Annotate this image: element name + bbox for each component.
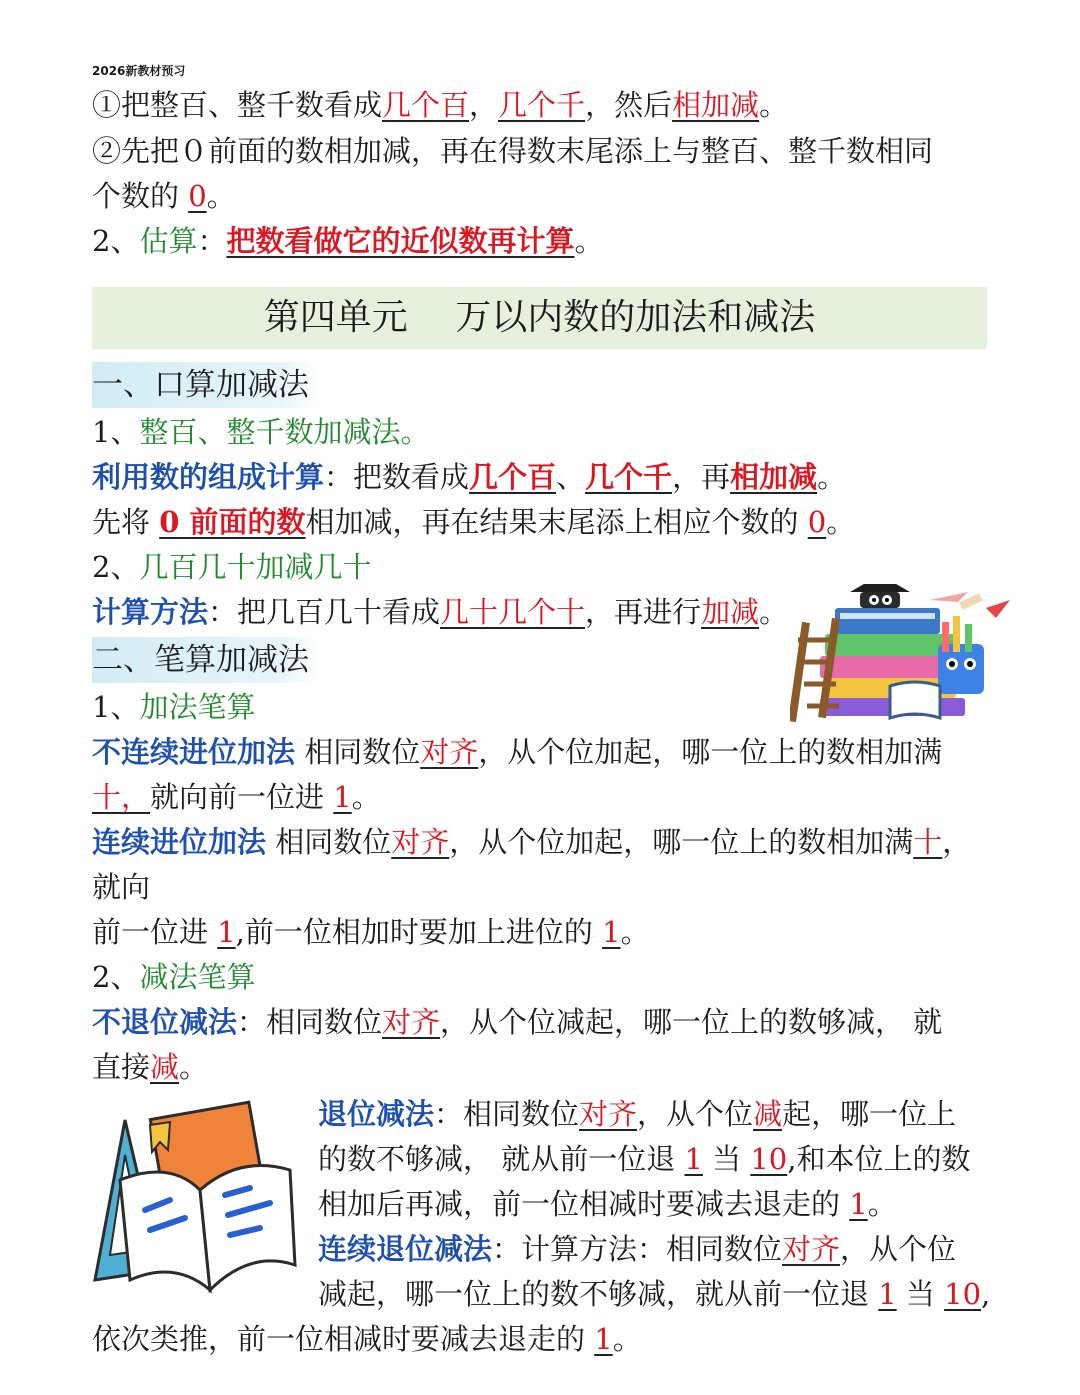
text-span: 对齐 — [579, 1097, 638, 1131]
text-span: 先将 — [92, 505, 160, 539]
text-span: 几个千 — [585, 460, 673, 494]
intro-line-3 — [92, 174, 236, 218]
text-span: ，从个位减起，哪一位上的数够减， 就 — [440, 1005, 943, 1039]
text-span: 相同数位 — [266, 825, 392, 859]
text-span: 相加减 — [730, 460, 818, 494]
text-span: ，从个位 — [637, 1097, 754, 1131]
text-span: 就向前一位进 — [150, 780, 334, 814]
s2-item-13 — [318, 1227, 956, 1271]
text-span: 、 — [556, 460, 586, 494]
header-tag: 2026新教材预习 — [92, 64, 186, 78]
s2-item-10 — [318, 1092, 956, 1136]
text-span: ，再进行 — [585, 595, 702, 629]
text-span: 对齐 — [391, 825, 450, 859]
text-span: 0 — [807, 505, 827, 539]
text-span: ，从个位加起，哪一位上的数相加满 — [449, 825, 914, 859]
text-span: ，然后 — [585, 88, 673, 122]
text-span: 。 — [867, 1187, 897, 1221]
text-span: 1、 — [92, 690, 140, 724]
text-span: 前一位进 — [92, 915, 218, 949]
text-span: 1 — [849, 1187, 868, 1221]
text-span: 。 — [817, 460, 847, 494]
text-span: 1 — [684, 1142, 703, 1176]
s2-item-9 — [92, 1045, 208, 1089]
text-span: 1 — [594, 1322, 613, 1356]
text-span: ：相同数位 — [237, 1005, 383, 1039]
text-span: , — [981, 1277, 991, 1311]
text-span: ,前一位相加时要加上进位的 — [235, 915, 603, 949]
text-span: 1 — [217, 915, 236, 949]
text-span: 对齐 — [782, 1232, 841, 1266]
text-span: 几个千 — [498, 88, 586, 122]
text-span: ：把几百几十看成 — [208, 595, 441, 629]
text-span: 连续退位减法 — [318, 1232, 493, 1266]
text-span: ： — [197, 224, 227, 258]
books-stack-illustration — [790, 578, 1018, 728]
text-span: 0 前面的数 — [159, 505, 306, 539]
text-span: 。 — [206, 179, 236, 213]
text-span: 2、 — [92, 550, 140, 584]
s2-item-14 — [318, 1272, 990, 1316]
text-span: 几十几个十 — [440, 595, 586, 629]
s2-item-3 — [92, 775, 381, 819]
text-span: ， — [469, 88, 499, 122]
text-span: 对齐 — [382, 1005, 441, 1039]
text-span: ， — [942, 825, 972, 859]
text-span: 十 — [913, 825, 943, 859]
text-span: 2、 — [92, 960, 140, 994]
text-span: 依次类推，前一位相减时要减去退走的 — [92, 1322, 595, 1356]
text-span: 对齐 — [420, 735, 479, 769]
s2-item-4 — [92, 820, 971, 864]
text-span: 。 — [612, 1322, 642, 1356]
s2-item-7 — [92, 955, 255, 999]
text-span: 相加后再减，前一位相减时要减去退走的 — [318, 1187, 850, 1221]
text-span: 。 — [179, 1050, 209, 1084]
text-span: ,和本位上的数 — [787, 1142, 971, 1176]
text-span: 个数的 — [92, 179, 189, 213]
text-span: 不退位减法 — [92, 1005, 238, 1039]
text-span: 计算方法 — [92, 595, 209, 629]
intro-line-4 — [92, 219, 604, 263]
text-span: ，从个位加起，哪一位上的数相加满 — [478, 735, 943, 769]
s1-item-5 — [92, 590, 788, 634]
text-span: 连续进位加法 — [92, 825, 267, 859]
text-span: 减 — [150, 1050, 180, 1084]
text-span: 0 — [188, 179, 207, 213]
text-span: 的数不够减， 就从前一位退 — [318, 1142, 685, 1176]
s1-item-4 — [92, 545, 371, 589]
s2-item-1 — [92, 685, 255, 729]
s2-item-2 — [92, 730, 942, 774]
s1-item-2 — [92, 455, 846, 499]
text-span: 当 — [896, 1277, 945, 1311]
text-span: 。 — [826, 505, 856, 539]
text-span: 。 — [759, 595, 789, 629]
open-book-illustration — [90, 1100, 302, 1300]
text-span: 几个百 — [469, 460, 557, 494]
s2-item-5: 就向 — [92, 870, 151, 904]
text-span: 。 — [620, 915, 650, 949]
text-span: ，再 — [672, 460, 731, 494]
text-span: 相加减，再在结果末尾添上相应个数的 — [305, 505, 808, 539]
text-span: 。 — [351, 780, 381, 814]
section-title-oral: 一、口算加减法 — [92, 362, 317, 408]
section-title-written: 二、笔算加减法 — [92, 637, 317, 683]
s2-item-11 — [318, 1137, 970, 1181]
text-span: ：相同数位 — [434, 1097, 580, 1131]
text-span: 。 — [759, 88, 789, 122]
text-span: 1 — [602, 915, 621, 949]
s1-item-1 — [92, 410, 429, 454]
text-span: 加减 — [701, 595, 760, 629]
s2-item-15 — [92, 1317, 642, 1361]
text-span: ：计算方法：相同数位 — [492, 1232, 783, 1266]
s1-item-3 — [92, 500, 855, 544]
intro-line-2: ②先把０前面的数相加减，再在得数末尾添上与整百、整千数相同 — [92, 134, 934, 168]
text-span: ：把数看成 — [324, 460, 470, 494]
s2-item-8 — [92, 1000, 942, 1044]
text-span: 10 — [944, 1277, 982, 1311]
text-span: 1、 — [92, 415, 140, 449]
text-span: 减起，哪一位上的数不够减，就从前一位退 — [318, 1277, 879, 1311]
text-span: 10 — [750, 1142, 788, 1176]
text-span: 1 — [333, 780, 352, 814]
text-span: 相加减 — [672, 88, 760, 122]
text-span: 直接 — [92, 1050, 151, 1084]
text-span: 把数看做它的近似数再计算 — [226, 224, 575, 258]
s2-item-12 — [318, 1182, 897, 1226]
unit-title-banner: 第四单元 万以内数的加法和减法 — [92, 287, 987, 349]
text-span: 减 — [753, 1097, 783, 1131]
text-span: 十， — [92, 780, 151, 814]
text-span: 当 — [702, 1142, 751, 1176]
text-span: 相同数位 — [295, 735, 421, 769]
text-span: 利用数的组成计算 — [92, 460, 325, 494]
intro-line-1 — [92, 83, 788, 127]
text-span: 整百、整千数加减法。 — [139, 415, 430, 449]
text-span: 加法笔算 — [139, 690, 256, 724]
s2-item-6 — [92, 910, 650, 954]
text-span: ，从个位 — [840, 1232, 957, 1266]
text-span: 1 — [878, 1277, 897, 1311]
text-span: 几个百 — [382, 88, 470, 122]
text-span: 2、 — [92, 224, 140, 258]
text-span: ①把整百、整千数看成 — [92, 88, 383, 122]
text-span: 几百几十加减几十 — [139, 550, 372, 584]
text-span: 起，哪一位上 — [782, 1097, 957, 1131]
text-span: 估算 — [139, 224, 198, 258]
text-span: 。 — [574, 224, 604, 258]
text-span: 退位减法 — [318, 1097, 435, 1131]
text-span: 减法笔算 — [139, 960, 256, 994]
text-span: 不连续进位加法 — [92, 735, 296, 769]
